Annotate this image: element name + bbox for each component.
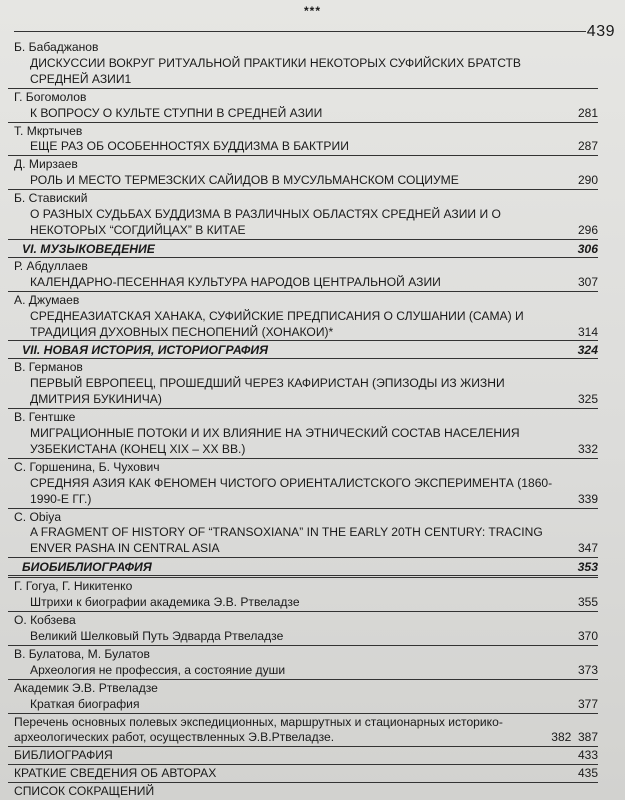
entry-author: Г. Гогуа, Г. Никитенко (14, 579, 133, 594)
entry-author: В. Гентшке (14, 410, 76, 425)
entry-author: Д. Мирзаев (14, 157, 78, 172)
toc-entry[interactable] (8, 191, 598, 240)
entry-page-number: 370 (577, 629, 598, 643)
toc-entry[interactable] (8, 259, 598, 292)
entry-title: Археология не профессия, а состояние души (30, 662, 286, 677)
entry-page-number: 435 (577, 766, 598, 781)
section-page-number: 353 (577, 560, 598, 575)
toc-entry[interactable] (8, 157, 598, 190)
entry-title: К ВОПРОСУ О КУЛЬТЕ СТУПНИ В СРЕДНЕЙ АЗИИ (30, 105, 323, 120)
toc-entry[interactable] (8, 360, 598, 409)
toc-entry[interactable] (8, 90, 598, 123)
toc-entry[interactable] (8, 579, 598, 612)
entry-page-number: 433 (577, 748, 598, 763)
entry-page-number: 296 (577, 222, 598, 237)
toc-entry[interactable] (8, 613, 598, 646)
entry-page-number: 339 (577, 491, 598, 506)
entry-title: БИБЛИОГРАФИЯ (14, 748, 113, 763)
section-page-number: 306 (577, 241, 598, 256)
entry-title: Перечень основных полевых экспедиционных, маршрутных и стационарных историко-археологических работ, осуществленных Э.В.Ртвеладзе. (14, 714, 503, 745)
entry-author: Г. Богомолов (14, 89, 87, 104)
toc-entry[interactable] (8, 124, 598, 157)
entry-author: С. Горшенина, Б. Чухович (14, 459, 160, 474)
entry-page-number: 373 (577, 662, 598, 677)
entry-page-number: 281 (577, 105, 598, 120)
entry-page-number: 314 (577, 324, 598, 339)
entry-author: Б. Ставиский (14, 191, 88, 206)
entry-page-number: 377 (577, 696, 598, 711)
page-number: 439 (586, 23, 615, 40)
toc-entry[interactable] (8, 460, 598, 509)
entry-page-number: 325 (577, 392, 598, 407)
toc-entry[interactable] (8, 766, 598, 783)
entry-author: В. Булатова, М. Булатов (14, 646, 150, 661)
entry-title: ДИСКУССИИ ВОКРУГ РИТУАЛЬНОЙ ПРАКТИКИ НЕКОТОРЫХ СУФИЙСКИХ БРАТСТВ СРЕДНЕЙ АЗИИ1 (30, 55, 521, 86)
entry-title: РОЛЬ И МЕСТО ТЕРМЕЗСКИХ САЙИДОВ В МУСУЛЬМАНСКОМ СОЦИУМЕ (30, 173, 459, 188)
entry-page-number: 287 (577, 139, 598, 154)
toc-entry[interactable] (8, 748, 598, 765)
toc-entry[interactable] (8, 715, 598, 748)
entry-page-number: 290 (577, 173, 598, 188)
entry-author: Б. Бабаджанов (14, 40, 99, 54)
entry-author: С. Obiya (14, 509, 62, 524)
toc-entry[interactable] (8, 293, 598, 342)
header-ornament: *** (303, 4, 321, 18)
entry-author: А. Джумаев (14, 292, 80, 307)
toc-entry[interactable] (8, 681, 598, 714)
entry-page-number: 347 (577, 541, 598, 556)
entry-title: СРЕДНЯЯ АЗИЯ КАК ФЕНОМЕН ЧИСТОГО ОРИЕНТАЛИСТСКОГО ЭКСПЕРИМЕНТА (1860-1990-Е ГГ.) (30, 475, 553, 506)
entry-author: Академик Э.В. Ртвеладзе (14, 680, 158, 695)
entry-author: Т. Мкртычев (14, 123, 83, 138)
entry-title: A FRAGMENT OF HISTORY OF “TRANSOXIANA” IN THE EARLY 20TH CENTURY: TRACING ENVER PASHA IN CENTRAL ASIA (30, 525, 543, 556)
entry-author: В. Германов (14, 360, 83, 375)
entry-title: Краткая биография (30, 696, 140, 711)
entry-title: МИГРАЦИОННЫЕ ПОТОКИ И ИХ ВЛИЯНИЕ НА ЭТНИЧЕСКИЙ СОСТАВ НАСЕЛЕНИЯ УЗБЕКИСТАНА (КОНЕЦ XIX – XX ВВ.) (30, 426, 520, 456)
entry-title: КРАТКИЕ СВЕДЕНИЯ ОБ АВТОРАХ (14, 766, 217, 781)
toc-entry[interactable] (8, 784, 598, 800)
entry-title: ЕЩЕ РАЗ ОБ ОСОБЕННОСТЯХ БУДДИЗМА В БАКТРИИ (30, 139, 349, 154)
section-title: VII. НОВАЯ ИСТОРИЯ, ИСТОРИОГРАФИЯ (22, 343, 269, 358)
section-page-number: 324 (577, 343, 598, 358)
entry-page-number: 307 (577, 274, 598, 289)
entry-title: ПЕРВЫЙ ЕВРОПЕЕЦ, ПРОШЕДШИЙ ЧЕРЕЗ КАФИРИСТАН (ЭПИЗОДЫ ИЗ ЖИЗНИ ДМИТРИЯ БУКИНИЧА) (30, 376, 505, 407)
section-title: VI. МУЗЫКОВЕДЕНИЕ (22, 241, 155, 256)
entry-title: КАЛЕНДАРНО-ПЕСЕННАЯ КУЛЬТУРА НАРОДОВ ЦЕНТРАЛЬНОЙ АЗИИ (30, 274, 441, 289)
toc-entry[interactable] (8, 510, 598, 559)
toc-section-heading (8, 241, 598, 258)
table-of-contents (8, 40, 598, 800)
toc-entry[interactable] (8, 647, 598, 680)
entry-page-number: 382 387 (551, 730, 598, 745)
entry-page-number: 332 (577, 441, 598, 456)
entry-author: Р. Абдуллаев (14, 258, 88, 273)
section-title: БИОБИБЛИОГРАФИЯ (22, 560, 152, 575)
toc-section-heading (8, 342, 598, 359)
toc-section-heading (8, 559, 598, 578)
toc-entry[interactable] (8, 410, 598, 459)
entry-title: Великий Шелковый Путь Эдварда Ртвеладзе (30, 629, 284, 643)
entry-page-number: 355 (577, 595, 598, 610)
entry-title: Штрихи к биографии академика Э.В. Ртвеладзе (30, 595, 300, 610)
entry-title: О РАЗНЫХ СУДЬБАХ БУДДИЗМА В РАЗЛИЧНЫХ ОБЛАСТЯХ СРЕДНЕЙ АЗИИ И О НЕКОТОРЫХ “СОГДИЙЦАХ” В КИТАЕ (30, 207, 501, 237)
toc-entry[interactable] (8, 40, 598, 89)
entry-title: СРЕДНЕАЗИАТСКАЯ ХАНАКА, СУФИЙСКИЕ ПРЕДПИСАНИЯ О СЛУШАНИИ (САМА) И ТРАДИЦИЯ ДУХОВНЫХ ПЕСНОПЕНИЙ (ХОНАКОИ)* (30, 308, 524, 339)
header-rule (14, 31, 586, 32)
entry-author: О. Кобзева (14, 613, 76, 628)
entry-title: СПИСОК СОКРАЩЕНИЙ (14, 784, 155, 799)
